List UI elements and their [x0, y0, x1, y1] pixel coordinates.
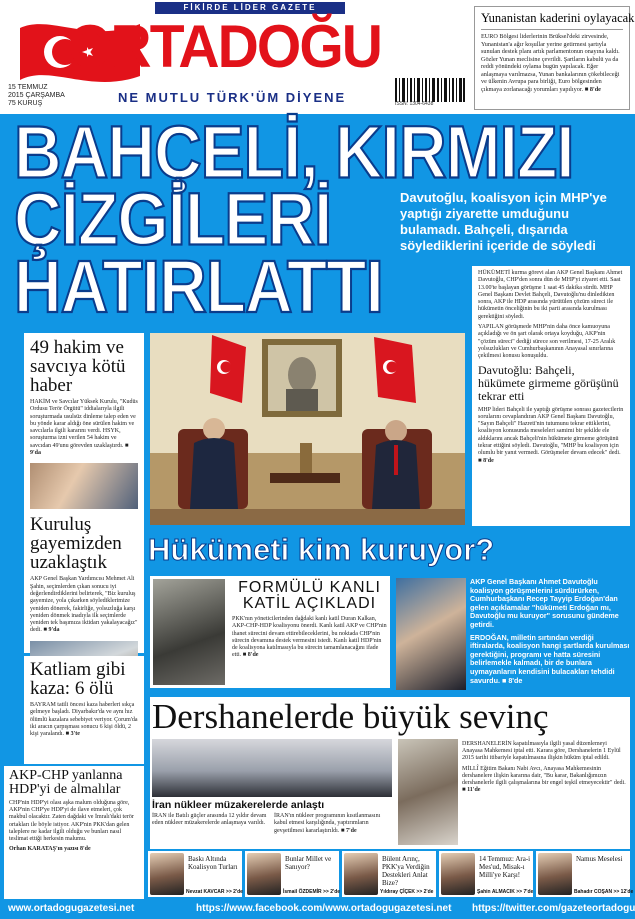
- issue-date: 15 TEMMUZ 2015 ÇARŞAMBA 75 KURUŞ: [8, 84, 65, 107]
- lead-body-1: HÜKÜMETİ kurma görevi alan AKP Genel Başkanı Ahmet Davutoğlu, CHP'den sonra dün de MHP'yi ziyaret etti. Saat 13.00'te başlayan görüşme 1 saat 45 dakika sürdü. MHP Genel Başkanı Devlet Bahçeli, Davutoğlu'nu dinledikten sonra, AKP ile HDP arasında yürütülen çözüm süreci ile hükümetin önceliğinin bu iki parti arasında kurulması gerektiğini söyledi.: [478, 270, 623, 320]
- facebook-link[interactable]: https://www.facebook.com/www.ortadogugazetesi.net: [196, 903, 452, 914]
- columnist-title: Namus Meselesi: [576, 855, 623, 863]
- lead-story-column: [472, 266, 630, 526]
- top-news-text: EURO Bölgesi liderlerinin Brüksel'deki zirvesinde, Yunanistan'a ağır koşullar yerine getirmesi şartıyla sunulan destek planı artık parlamentonun onayına kaldı. Gözler Yunan meclisine çevrildi. Şartların kabulü ya da reddi yönündeki oylama bugün yapılacak. Eğer anlaşmaya varılmazsa, Yunan bankalarının çökebileceği ve ülkenin Avrupa para birliği, Euro bölgesinden çıkmaya zorlanacağı yorumları yapılıyor. ■ 8'de: [481, 33, 620, 93]
- columnist-title: 14 Temmuz: Ara-i Mes'ud, Misak-ı Milli'ye Karşı!: [479, 855, 531, 879]
- kalkan-photo: [153, 579, 225, 685]
- opinion-box: [4, 766, 144, 901]
- iran-text-2: İRAN'ın nükleer programının kısıtlanmasını kabul etmesi karşılığında, yaptırımların gevşetilmesi kararlaştırıldı. ■ 7'de: [274, 813, 381, 834]
- opinion-headline: AKP-CHP yanlanna HDP'yi de almalılar: [9, 768, 123, 797]
- opinion-author: Orhan KARATAŞ'ın yazısı 8'de: [9, 846, 91, 853]
- newspaper-logo: ORTADOĞU: [68, 13, 382, 80]
- motto: NE MUTLU TÜRK'ÜM DİYENE: [118, 90, 347, 105]
- columnists-strip: [148, 851, 634, 897]
- hsyk-text: HAKİM ve Savcılar Yüksek Kurulu, "Kudüs Ordusu Terör Örgütü" iddialarıyla ilgili soruşturmada usulsüz dinleme talep eden ve bu yönde karar aldığı öne sürülen hakim ve savcılarla ilgili kararını verdi. HSYK, soruşturma izni verilen 54 hakim ve savcıdan 49'unu görevden uzaklaştırdı. ■ 9'da: [30, 399, 138, 457]
- left-news-column: [24, 333, 144, 653]
- columnist-card[interactable]: [148, 851, 242, 897]
- top-news-box: [474, 6, 635, 110]
- hsyk-headline: 49 hakim ve savcıya kötü haber: [30, 337, 126, 396]
- accident-headline: Katliam gibi kaza: 6 ölü: [30, 659, 126, 699]
- masthead-slogan: FİKİRDE LİDER GAZETE: [155, 2, 345, 14]
- sahin-photo: [30, 463, 138, 509]
- kurulus-text: AKP Genel Başkan Yardımcısı Mehmet Ali Şahin, seçimlerden çıkan sonucu iyi değerlendirdiklerini belirterek, "Biz kuruluş gayemize, yola çıkarken söylediklerimize yeniden dönerek, fakirliğe, yolsuzluğa karşı yeniden dönmek inadıyla ilk seçimlerde yeniden tek başımıza iktidarı yakalayacağız" dedi. ■ 9'da: [30, 576, 138, 634]
- twitter-link[interactable]: https://twitter.com/gazeteortadogu: [472, 903, 635, 914]
- iran-talks-photo: [152, 739, 392, 797]
- columnist-name: Nevzat KAVCAR >> 2'de: [186, 889, 243, 895]
- columnist-avatar: [538, 853, 572, 895]
- columnist-card[interactable]: [536, 851, 634, 897]
- main-meeting-photo: [150, 333, 465, 525]
- formula-text: PKK'nın yöneticilerinden dağdaki kanlı katil Duran Kalkan, AKP-CHP-HDP koalisyonu önerdi. Kanlı katil AKP ve CHP'nin ihanet sürecini devam ettirebileceklerini, bu noktada CHP'nin sürecin devamına destek vermesini istedi. Kanlı katil HDP'nin de koalisyona katılmasıyla bu sürecin tamamlanacağını ifade etti. ■ 8'de: [232, 616, 387, 659]
- top-news-headline: Yunanistan kaderini oylayacak: [481, 11, 623, 30]
- iran-headline: İran nükleer müzakerelerde anlaştı: [152, 799, 325, 811]
- lead-body-3: MHP lideri Bahçeli ile yaptığı görüşme sonrası gazetecilerin sorularını cevaplandıran AKP Genel Başkanı Davutoğlu, "Sayın Bahçeli" Hazreti'nin tutumunu tekrar ettiklerini, koalisyon konusunda meseleleri samimi bir şekilde ele aldıklarını ancak Bahçeli'nin hükümete girmeme görüşünü tekrar ettiğini söyledi. Davutoğlu, "MHP bu koalisyon için olumlu bir yanıt vermedi. Görüşmeler devam edecek" dedi. ■ 8'de: [478, 406, 624, 464]
- columnist-name: Bahadır COŞAN >> 12'de: [574, 889, 634, 895]
- avci-photo: [398, 739, 458, 845]
- columnist-name: Şahin ALMACIK >> 7'de: [477, 889, 534, 895]
- dershane-headline: Dershanelerde büyük sevinç: [152, 697, 549, 736]
- formula-news-box: [150, 576, 390, 688]
- columnist-avatar: [247, 853, 281, 895]
- issn-number: ISSN: 1304-6438: [395, 101, 434, 107]
- dershane-text: DERSHANELERİN kapatılmasıyla ilgili yasal düzenlemeyi Anayasa Mahkemesi iptal etti. Karara göre, Dershanelerin 1 Eylül 2015 tarihi itibariyle kapatılmasına ilişkin hüküm iptal edildi. MİLLÎ Eğitim Bakanı Nabi Avcı, Anayasa Mahkemesinin dershanelere ilişkin kararına dair, "Bu karar, Bakanlığımızın dershanelerle ilgili çalışmalarına bir engel teşkil etmeyecektir" dedi. ■ 11'de: [462, 741, 626, 794]
- accident-news-box: [24, 656, 144, 764]
- dershane-news-box: [150, 697, 630, 849]
- columnist-card[interactable]: [439, 851, 533, 897]
- columnist-avatar: [441, 853, 475, 895]
- footer-bar: [0, 899, 635, 919]
- columnist-title: Baskı Altında Koalisyon Turları: [188, 855, 238, 871]
- erdogan-story: AKP Genel Başkanı Ahmet Davutoğlu koalisyon görüşmelerini sürdürürken, Cumhurbaşkanı Recep Tayyip Erdoğan'dan gelen açıklamalar "hükümeti Erdoğan mı, Davutoğlu mu kuruyor" sorusunu gündeme getirdi. ERDOĞAN, milletin sırtından verdiği iftiralarda, koalisyon hangi şartlarda kurulması gerektiğini, programı ve hatta süresini belirlemekle kalmadı, bir de bunlara uymayanların kendisini bulacakları tehdidi savurdu. ■ 8'de: [470, 577, 630, 685]
- lead-body-2: YAPILAN görüşmede MHP'nin daha önce kamuoyuna açıkladığı ve ön şart olarak ortaya koyduğu, AKP'nin "çözüm süreci" dediği sürece son verilmesi, 17-25 Aralık yolsuzlukları ve Cumhurbaşkanının Anayasal sınırlarına çekilmesi konusu konuşuldu.: [478, 324, 616, 360]
- columnist-name: Yıldıray ÇİÇEK >> 2'de: [380, 889, 434, 895]
- columnist-avatar: [344, 853, 378, 895]
- main-headline: BAHÇELİ, KIRMIZI ÇİZGİLERİ HATIRLATTI: [14, 110, 574, 328]
- lead-subtitle: Davutoğlu: Bahçeli, hükümete girmeme görüşünü tekrar etti: [478, 362, 619, 403]
- opinion-text: CHP'nin HDP'yi olası aşka malum olduğuna göre, AKP'nin CHP'ye HDP'yi de ilave etmeleri, çok makbul olacaktır. Zaten dağdaki ve İmralı'daki terör ortakları ile böyle istiyor. AKP'nin PKK'dan gelen taleplere ne kadar ilgili olduğu ve bunları nasıl teslimat ettiği herkesin malumu.: [9, 800, 134, 843]
- barcode-icon: [395, 78, 465, 102]
- columnist-avatar: [150, 853, 184, 895]
- columnist-title: Bülent Arınç, PKK'ya Verdiğin Destekleri Anlat Bize?: [382, 855, 430, 887]
- masthead: [0, 0, 470, 113]
- kim-kuruyor-headline: Hükümeti kim kuruyor?: [148, 532, 495, 567]
- iran-text-1: İRAN ile Batılı güçler arasında 12 yıldır devam eden nükleer müzakerelerde anlaşmaya varıldı.: [152, 813, 267, 827]
- formula-headline: FORMÜLÜ KANLI KATİL AÇIKLADI: [238, 579, 381, 612]
- columnist-title: Bunlar Millet ve Sanıyor?: [285, 855, 332, 871]
- columnist-card[interactable]: [245, 851, 339, 897]
- erdogan-photo: [396, 578, 466, 690]
- kurulus-headline: Kuruluş gayemizden uzaklaştık: [30, 514, 122, 574]
- columnist-name: İsmail ÖZDEMİR >> 2'de: [283, 889, 341, 895]
- accident-text: BAYRAM tatili öncesi kaza haberleri sıkça gelmeye başladı. Diyarbakır'da ve aynı hız ölümlü kazalara sebebiyet veriyor. Çorum'da iki aracın çarpışması sonucu 6 kişi öldü, 2 kişi yaralandı. ■ 3'te: [30, 702, 138, 738]
- website-link[interactable]: www.ortadogugazetesi.net: [8, 903, 135, 914]
- columnist-card[interactable]: [342, 851, 436, 897]
- main-subheadline: Davutoğlu, koalisyon için MHP'ye yaptığı ziyarette umduğunu bulamadı. Bahçeli, dışarıda söylediklerini içeride de söyledi: [400, 190, 607, 253]
